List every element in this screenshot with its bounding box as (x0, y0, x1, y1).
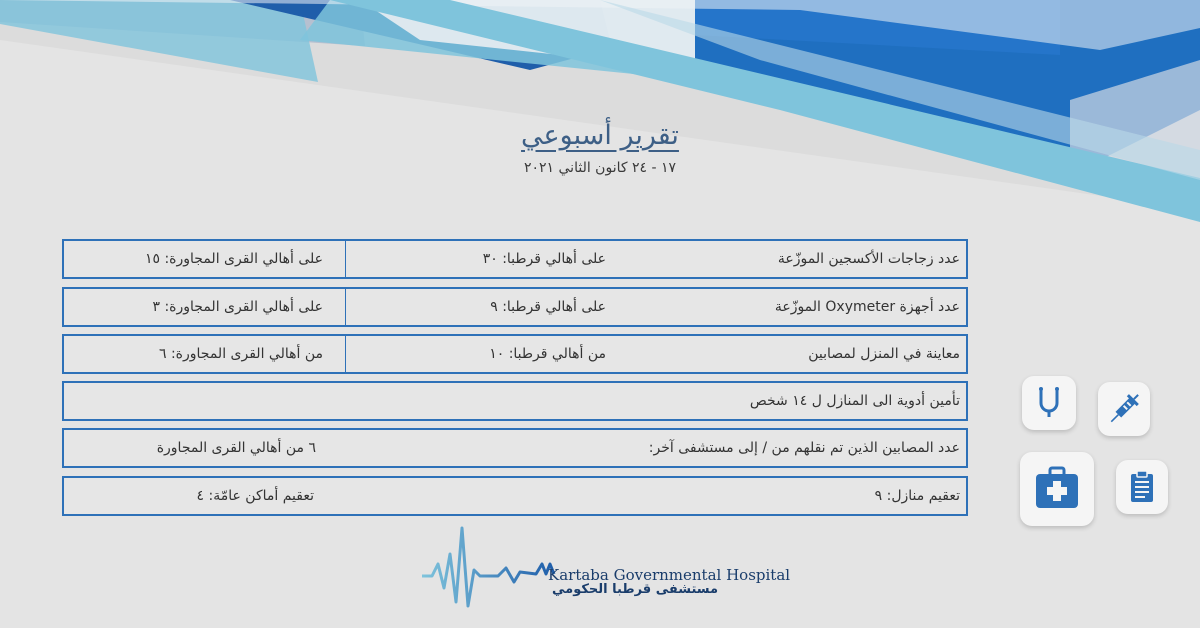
row-kartaba-count: على أهالي قرطبا: ٣٠ (482, 251, 606, 267)
page-title: تقرير أسبوعي (521, 120, 679, 151)
date-range: ١٧ - ٢٤ كانون الثاني ٢٠٢١ (523, 160, 677, 176)
table-row (62, 428, 968, 468)
table-row (62, 381, 968, 421)
clipboard-icon (1124, 469, 1160, 505)
clipboard-tile (1116, 460, 1168, 514)
stethoscope-icon (1029, 383, 1069, 423)
hospital-name-ar: مستشفى قرطبا الحكومي (552, 582, 719, 597)
row-label: عدد أجهزة Oxymeter الموزّعة (774, 299, 960, 315)
first-aid-kit-icon (1032, 464, 1082, 514)
row-kartaba-count: على أهالي قرطبا: ٩ (490, 299, 606, 315)
row-label: عدد زجاجات الأكسجين الموزّعة (777, 251, 960, 267)
syringe-tile (1098, 382, 1150, 436)
table-row (62, 287, 968, 327)
row-villages-count: على أهالي القرى المجاورة: ١٥ (64, 241, 346, 277)
row-label: عدد المصابين الذين تم نقلهم من / إلى مستشفى آخر: (648, 440, 960, 456)
table-row (62, 239, 968, 279)
row-label: تعقيم منازل: ٩ (874, 488, 960, 504)
table-row (62, 334, 968, 374)
syringe-icon (1104, 389, 1144, 429)
row-villages-count: من أهالي القرى المجاورة: ٦ (64, 336, 346, 372)
row-value: تعقيم أماكن عامّة: ٤ (196, 488, 314, 504)
stethoscope-tile (1022, 376, 1076, 430)
row-kartaba-count: من أهالي قرطبا: ١٠ (489, 346, 606, 362)
row-label: معاينة في المنزل لمصابين (808, 346, 960, 362)
row-value: ٦ من أهالي القرى المجاورة (156, 440, 316, 456)
row-villages-count: على أهالي القرى المجاورة: ٣ (64, 289, 346, 325)
first-aid-tile (1020, 452, 1094, 526)
row-label: تأمين أدوية الى المنازل ل ١٤ شخص (749, 393, 960, 409)
hospital-name-en: Kartaba Governmental Hospital (548, 566, 791, 584)
table-row (62, 476, 968, 516)
